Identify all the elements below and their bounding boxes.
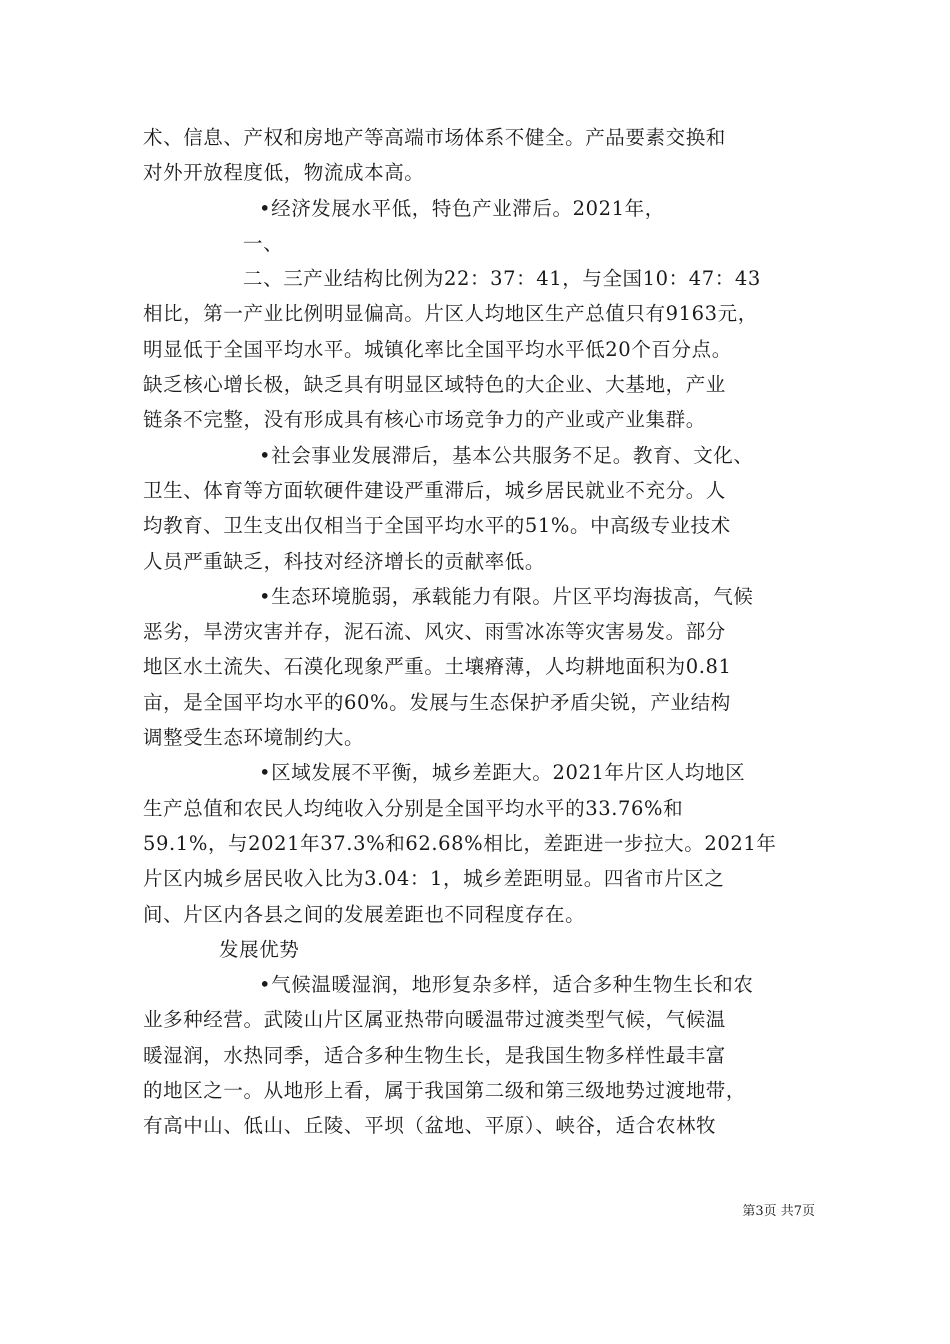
text-line: 生产总值和农民人均纯收入分别是全国平均水平的33.76%和 — [143, 796, 684, 820]
text-line: 均教育、卫生支出仅相当于全国平均水平的51%。中高级专业技术 — [143, 514, 731, 538]
text-line: 业多种经营。武陵山片区属亚热带向暖温带过渡类型气候，气候温 — [143, 1008, 726, 1032]
bullet-paragraph-climate: •气候温暖湿润，地形复杂多样，适合多种生物生长和农 — [259, 973, 754, 997]
text-line: 明显低于全国平均水平。城镇化率比全国平均水平低20个百分点。 — [143, 337, 732, 361]
text-line: 缺乏核心增长极，缺乏具有明显区域特色的大企业、大基地，产业 — [143, 373, 726, 397]
text-line: 有高中山、低山、丘陵、平坝（盆地、平原）、峡谷，适合农林牧 — [143, 1114, 717, 1138]
body-text — [143, 120, 811, 1144]
text-line: 暖湿润，水热同季，适合多种生物生长，是我国生物多样性最丰富 — [143, 1043, 726, 1067]
bullet-paragraph-economy: •经济发展水平低，特色产业滞后。2021年， — [259, 196, 665, 220]
bullet-paragraph-ecology: •生态环境脆弱，承载能力有限。片区平均海拔高，气候 — [259, 584, 754, 608]
text-line: 相比，第一产业比例明显偏高。片区人均地区生产总值只有9163元， — [143, 302, 758, 326]
text-line: 59.1%，与2021年37.3%和62.68%相比，差距进一步拉大。2021年 — [143, 831, 777, 855]
text-line: 卫生、体育等方面软硬件建设严重滞后，城乡居民就业不充分。人 — [143, 478, 726, 502]
text-line: 人员严重缺乏，科技对经济增长的贡献率低。 — [143, 549, 546, 573]
text-line: 的地区之一。从地形上看，属于我国第二级和第三级地势过渡地带， — [143, 1079, 747, 1103]
text-line: 亩，是全国平均水平的60%。发展与生态保护矛盾尖锐，产业结构 — [143, 690, 731, 714]
text-line: 地区水土流失、石漠化现象严重。土壤瘠薄，人均耕地面积为0.81 — [143, 655, 732, 679]
text-line: 恶劣，旱涝灾害并存，泥石流、风灾、雨雪冰冻等灾害易发。部分 — [143, 620, 726, 644]
bullet-paragraph-region: •区域发展不平衡，城乡差距大。2021年片区人均地区 — [259, 761, 746, 785]
text-line: 二、三产业结构比例为22：37：41，与全国10：47：43 — [243, 267, 761, 291]
text-line: 对外开放程度低，物流成本高。 — [143, 161, 425, 185]
text-line: 一、 — [243, 231, 284, 255]
section-heading: 发展优势 — [219, 937, 300, 961]
text-line: 调整受生态环境制约大。 — [143, 726, 365, 750]
bullet-paragraph-social: •社会事业发展滞后，基本公共服务不足。教育、文化、 — [259, 443, 754, 467]
text-line: 片区内城乡居民收入比为3.04：1，城乡差距明显。四省市片区之 — [143, 867, 725, 891]
text-line: 链条不完整，没有形成具有核心市场竞争力的产业或产业集群。 — [143, 408, 706, 432]
text-line: 术、信息、产权和房地产等高端市场体系不健全。产品要素交换和 — [143, 126, 726, 149]
text-line: 间、片区内各县之间的发展差距也不同程度存在。 — [143, 902, 586, 926]
page-number: 第3页 共7页 — [742, 1204, 815, 1219]
